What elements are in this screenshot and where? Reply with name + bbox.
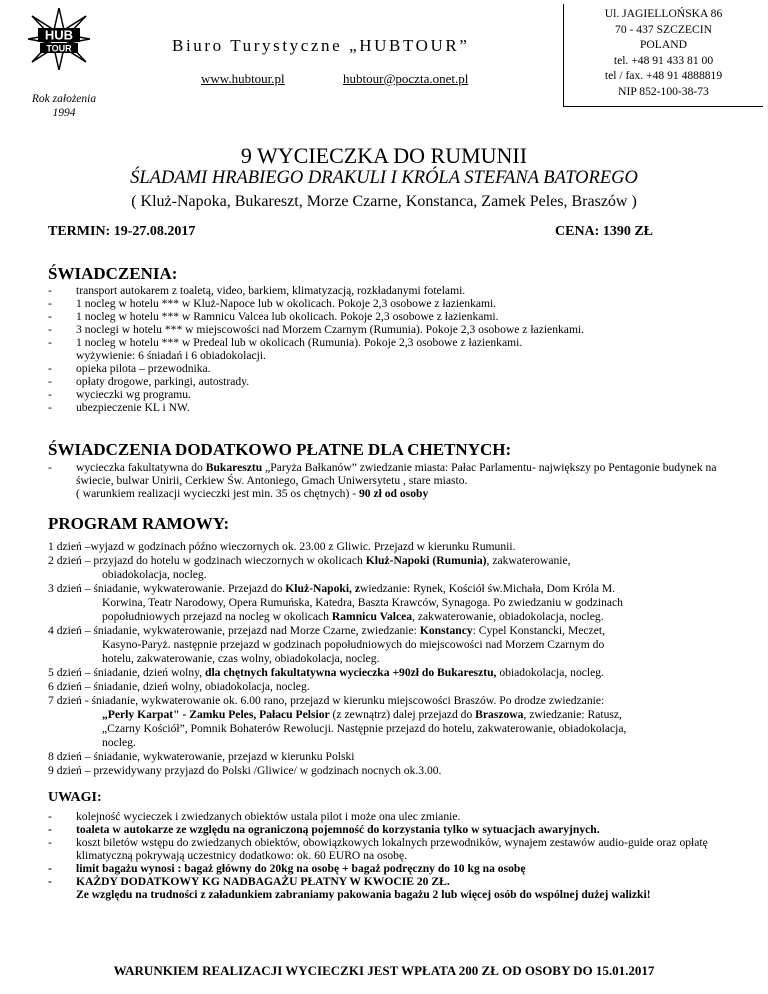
list-item: - limit bagażu wynosi : bagaż główny do 20kg na osobę + bagaż podręczny do 10 kg na osobę [48,862,738,875]
program-day-4: 4 dzień – śniadanie, wykwaterowanie, przejazd nad Morze Czarne, zwiedzanie: Konstancy: Cypel Konstancki, Meczet, [48,624,605,637]
founded-year: 1994 [52,107,76,119]
list-item: - 1 nocleg w hotelu *** w Ramnicu Valcea lub okolicach. Pokoje 2,3 osobowe z łazienkami. [48,310,748,323]
list-item: - opieka pilota – przewodnika. [48,362,748,375]
program-day-6: 6 dzień – śniadanie, dzień wolny, obiadokolacja, nocleg. [48,680,310,693]
extras-heading: ŚWIADCZENIA DODATKOWO PŁATNE DLA CHETNYCH: [48,440,512,459]
address-box [563,4,763,107]
extras-desc: „Paryża Bałkanów” zwiedzanie miasta: Pałac Parlamentu- największy po Pentagonie budynek na świecie, bulwar Unirii, Cerkiew Św. Antoniego, Gmach Uniwersytetu , stare miasto. [76,461,717,487]
page-title: 9 WYCIECZKA DO RUMUNII [240,143,528,168]
extras-city: Bukaresztu [205,461,263,474]
list-item: wyżywienie: 6 śniadań i 6 obiadokolacji. [76,349,266,362]
founded-note [4,92,124,120]
list-item: - ubezpieczenie KL i NW. [48,401,748,414]
program-day-3-cont: Korwina, Teatr Narodowy, Opera Rumuńska, Katedra, Baszta Krawców, Synagoga. Po zwiedzaniu w godzinach [102,596,623,609]
program-day-7: 7 dzień - śniadanie, wykwaterowanie ok. 6.00 rano, przejazd w kierunku miejscowości Braszów. Po drodze zwiedzanie: [48,694,605,707]
address-phone: tel. +48 91 433 81 00 [613,53,714,67]
extras-list [48,461,748,500]
payment-condition: WARUNKIEM REALIZACJI WYCIECZKI JEST WPŁATA 200 ZŁ OD OSOBY DO 15.01.2017 [113,963,655,978]
program-day-3: 3 dzień – śniadanie, wykwaterowanie. Przejazd do Kluż-Napoki, zwiedzanie: Rynek, Kościół św.Michała, Dom Króla M. [48,582,616,595]
program-day-2: 2 dzień – przyjazd do hotelu w godzinach wieczornych w okolicach Kluż-Napoki (Rumunia), zakwaterowanie, [48,554,571,567]
program-day-4-cont: Kasyno-Paryż. następnie przejazd w godzinach popołudniowych do miejscowości nad Morzem Czarnym do [102,638,605,651]
hubtour-logo [28,8,90,70]
list-item: - transport autokarem z toaletą, video, barkiem, klimatyzacją, rozkładanymi fotelami. [48,284,748,297]
program-day-4-cont2: hotelu, zakwaterowanie, czas wolny, obiadokolacja, nocleg. [102,652,380,665]
program-heading: PROGRAM RAMOWY: [48,514,230,533]
page-subtitle: ŚLADAMI HRABIEGO DRAKULI I KRÓLA STEFANA BATOREGO [130,168,638,188]
address-fax: tel / fax. +48 91 4888819 [604,69,723,82]
address-nip: NIP 852-100-38-73 [618,84,709,98]
agency-name: Biuro Turystyczne „HUBTOUR” [172,36,470,55]
trip-price: CENA: 1390 ZŁ [555,224,654,239]
program-day-9: 9 dzień – przewidywany przyjazd do Polski /Gliwice/ w godzinach nocnych ok.3.00. [48,764,442,777]
services-list [48,284,748,414]
program-day-7-cont3: nocleg. [102,736,136,749]
website-link[interactable]: www.hubtour.pl [201,71,285,86]
notes-list [48,810,738,901]
program-day-2-cont: obiadokolacja, nocleg. [102,568,207,581]
address-street: Ul. JAGIELLOŃSKA 86 [604,7,723,20]
trip-dates: TERMIN: 19-27.08.2017 [48,224,196,239]
founded-label: Rok założenia [31,93,97,105]
program-day-8: 8 dzień – śniadanie, wykwaterowanie, przejazd w kierunku Polski [48,750,355,763]
program-day-7-cont2: „Czarny Kościół”, Pomnik Bohaterów Rewolucji. Następnie przejazd do hotelu, zakwaterowanie, obiadokolacja, [102,722,627,735]
logo-text-hub: HUB [44,27,74,43]
program-day-3-cont2: popołudniowych przejazd na nocleg w okolicach Ramnicu Valcea, zakwaterowanie, obiadokolacja, nocleg. [102,610,604,623]
list-item: Ze względu na trudności z załadunkiem zabraniamy pakowania bagażu 2 lub więcej osób do wspólnej dużej walizki! [76,888,651,901]
extras-condition: ( warunkiem realizacji wycieczki jest min. 35 os chętnych) - [76,487,359,500]
extras-text: wycieczka fakultatywna do [76,461,206,474]
list-item: - 3 noclegi w hotelu *** w miejscowości nad Morzem Czarnym (Rumunia). Pokoje 2,3 osobowe z łazienkami. [48,323,748,336]
list-item: - opłaty drogowe, parkingi, autostrady. [48,375,748,388]
services-heading: ŚWIADCZENIA: [48,264,178,283]
list-item: - KAŻDY DODATKOWY KG NADBAGAŻU PŁATNY W KWOCIE 20 ZŁ. [48,875,738,888]
list-item: - 1 nocleg w hotelu *** w Predeal lub w okolicach (Rumunia). Pokoje 2,3 osobowe z łazienkami. [48,336,748,349]
list-item: - 1 nocleg w hotelu *** w Kluż-Napoce lub w okolicach. Pokoje 2,3 osobowe z łazienkami. [48,297,748,310]
list-item: - kolejność wycieczek i zwiedzanych obiektów ustala pilot i może ona ulec zmianie. [48,810,738,823]
list-item: - koszt biletów wstępu do zwiedzanych obiektów, obowiązkowych lokalnych przewodników, wynajem zestawów audio-guide oraz opłatę klimatyczną pokrywają uczestnicy dodatkowo: ok. 60 EURO na osobę. [48,836,738,862]
notes-heading: UWAGI: [48,790,102,805]
list-item: - wycieczki wg programu. [48,388,748,401]
extras-price: 90 zł od osoby [358,487,429,500]
email-link[interactable]: hubtour@poczta.onet.pl [343,71,469,86]
cities-list: ( Kluż-Napoka, Bukareszt, Morze Czarne, Konstanca, Zamek Peles, Braszów ) [131,193,637,210]
address-city: 70 - 437 SZCZECIN [615,22,712,36]
list-item [48,461,748,500]
address-country: POLAND [639,38,688,51]
program-day-5: 5 dzień – śniadanie, dzień wolny, dla chętnych fakultatywna wycieczka +90zł do Bukaresztu, obiadokolacja, nocleg. [48,666,604,679]
program-day-1: 1 dzień –wyjazd w godzinach późno wieczornych ok. 23.00 z Gliwic. Przejazd w kierunku Rumunii. [48,540,516,553]
logo-text-tour: TOUR [46,43,72,54]
program-body [48,540,748,778]
list-item: - toaleta w autokarze ze względu na ograniczoną pojemność do korzystania tylko w sytuacjach awaryjnych. [48,823,738,836]
program-day-7-cont: „Perły Karpat" - Zamku Peles, Pałacu Pelsior (z zewnątrz) dalej przejazd do Braszowa, zwiedzanie: Ratusz, [102,708,622,721]
